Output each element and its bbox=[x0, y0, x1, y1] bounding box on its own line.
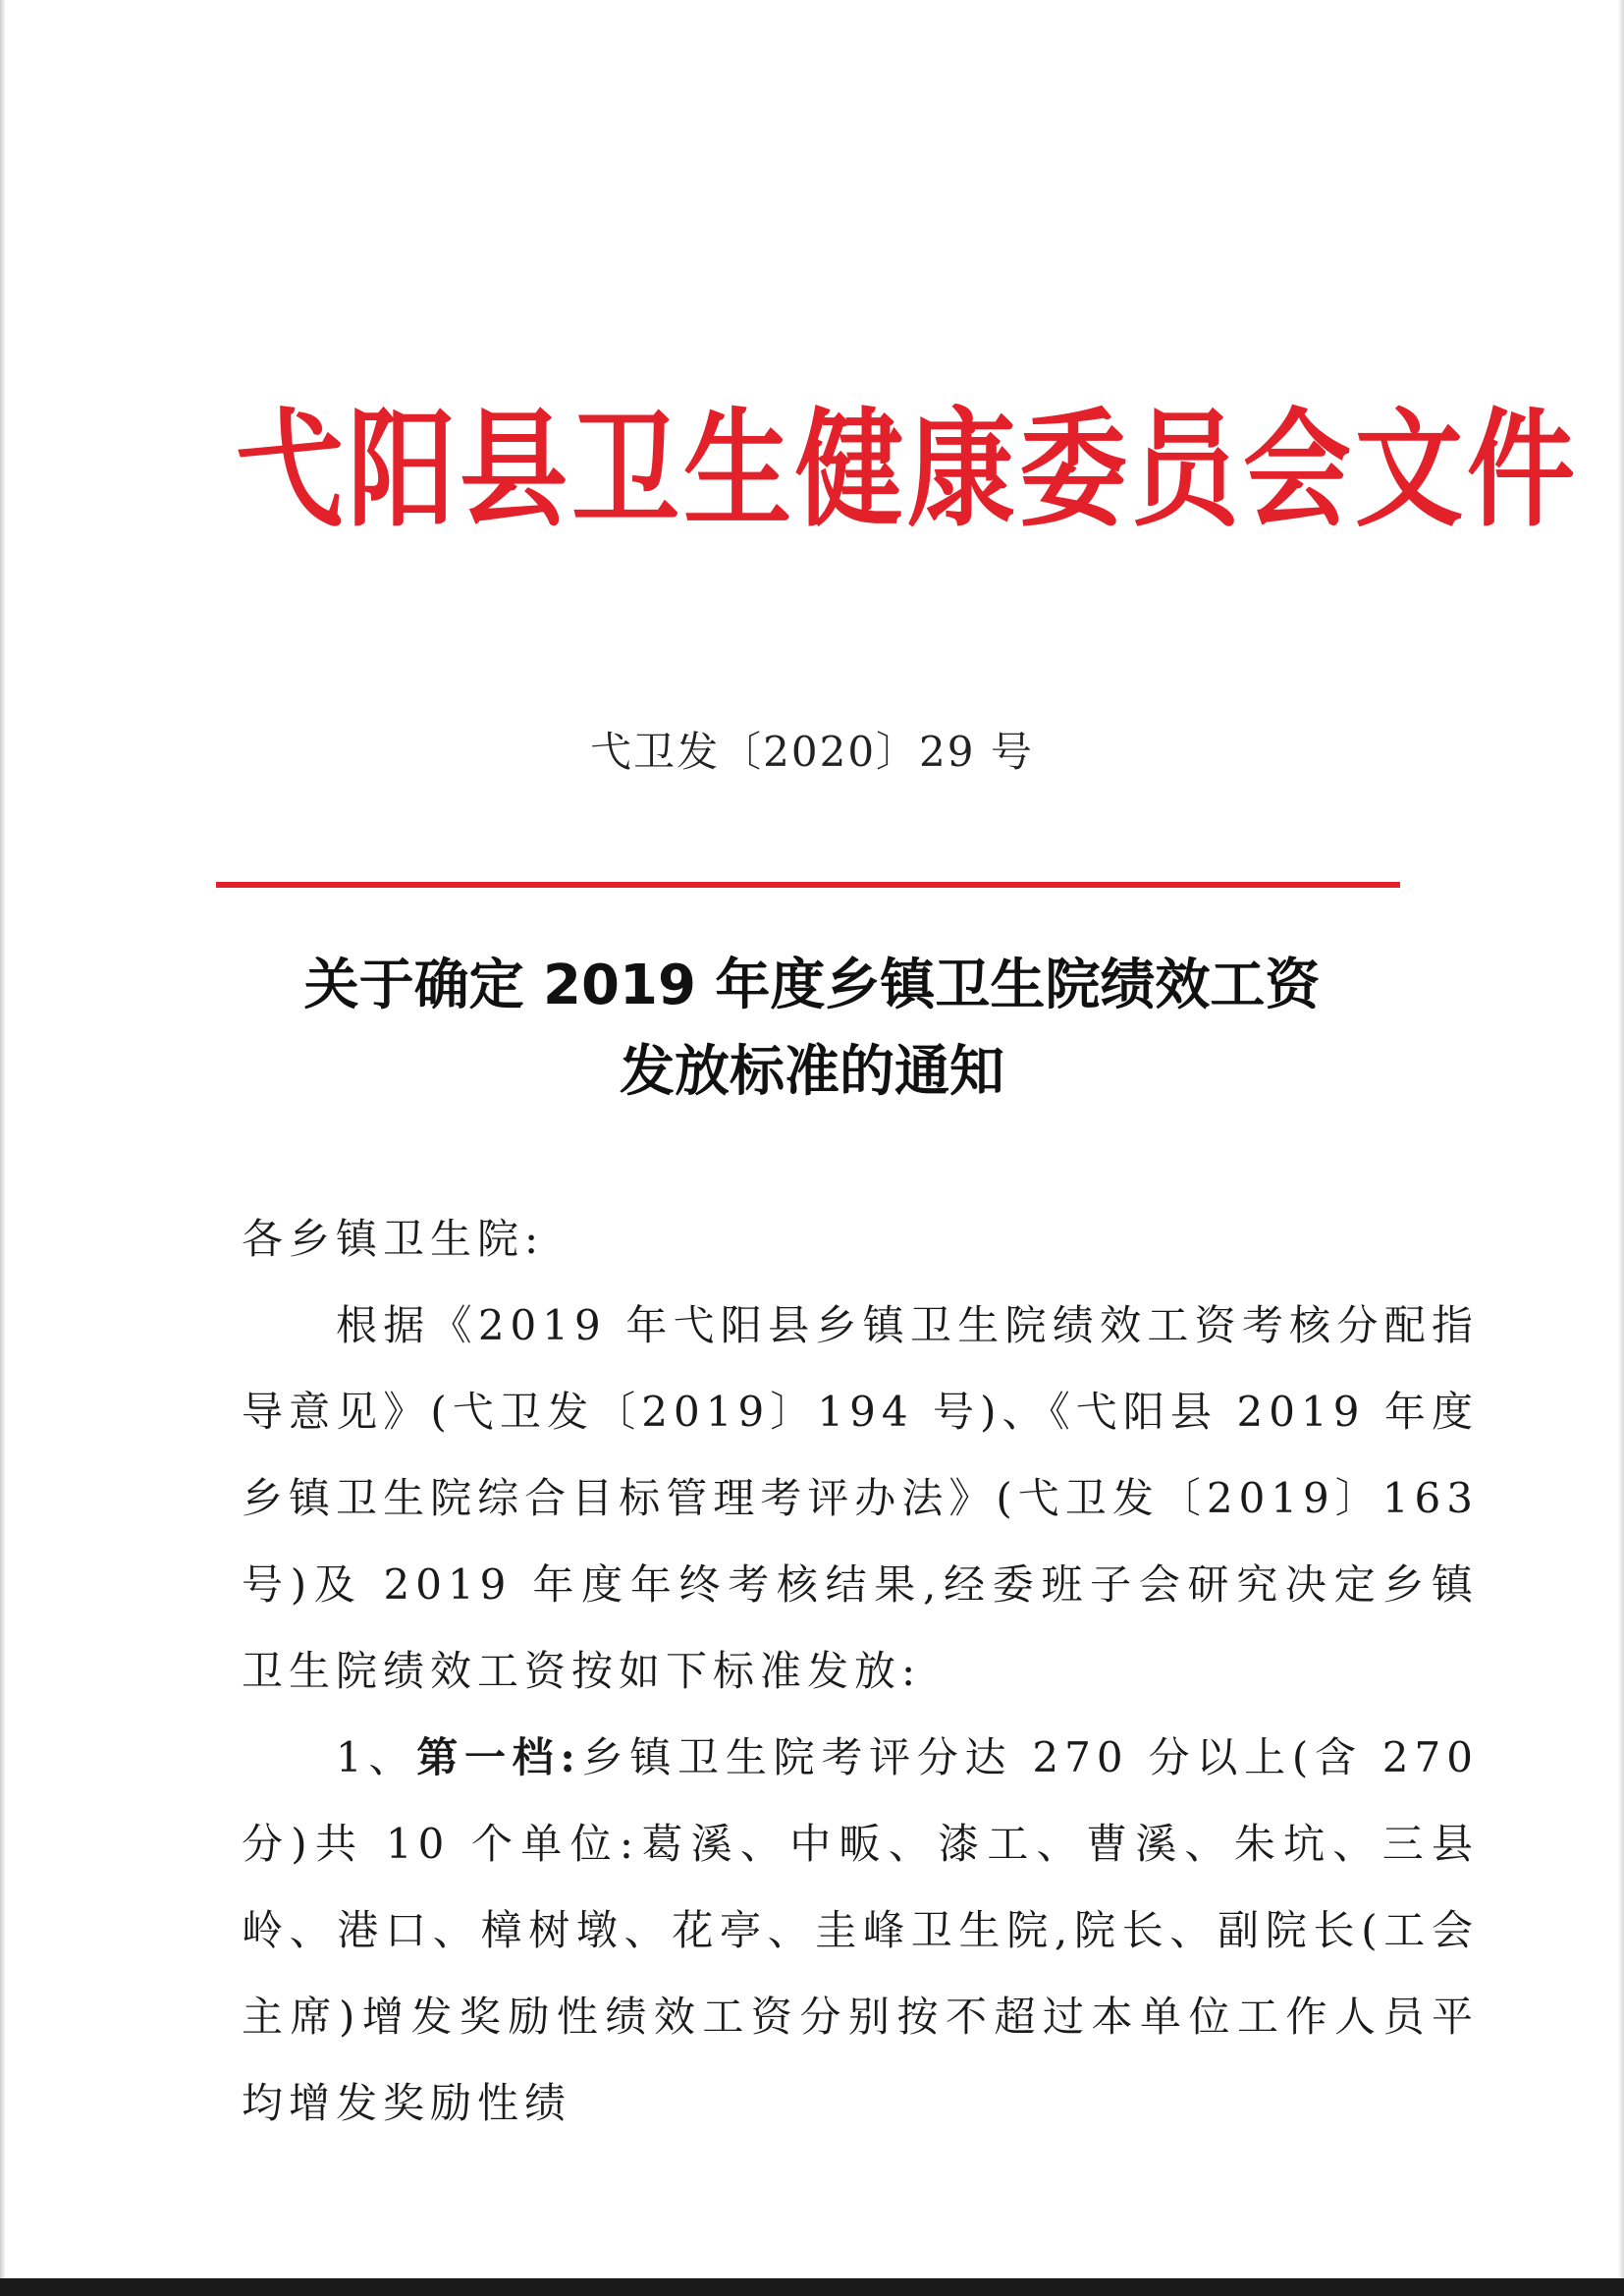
salutation: 各乡镇卫生院: bbox=[242, 1215, 545, 1263]
item-1-text: 乡镇卫生院考评分达 270 分以上(含 270 分)共 10 个单位:葛溪、中畈、漆工、曹溪、朱坑、三县岭、港口、樟树墩、花亭、圭峰卫生院,院长、副院长(工会主席)增发奖励性绩效工资分别按不超过本单位工作人员平均增发奖励性绩 bbox=[242, 1733, 1479, 2127]
red-separator-line bbox=[216, 882, 1400, 888]
item-1-prefix: 1、 bbox=[336, 1733, 417, 1781]
document-masthead: 弋阳县卫生健康委员会文件 bbox=[236, 395, 1579, 545]
document-number: 弋卫发〔2020〕29 号 bbox=[590, 728, 1034, 776]
title-line-2: 发放标准的通知 bbox=[620, 1040, 1004, 1104]
document-title bbox=[0, 943, 1624, 1116]
scan-edge-left bbox=[0, 0, 6, 2296]
item-1 bbox=[242, 1715, 1479, 2147]
title-line-1: 关于确定 2019 年度乡镇卫生院绩效工资 bbox=[303, 954, 1321, 1017]
paragraph-1: 根据《2019 年弋阳县乡镇卫生院绩效工资考核分配指导意见》(弋卫发〔2019〕194 号)、《弋阳县 2019 年度乡镇卫生院综合目标管理考评办法》(弋卫发〔2019〕163 号)及 2019 年度年终考核结果,经委班子会研究决定乡镇卫生院绩效工资按如下标准发放: bbox=[242, 1301, 1479, 1695]
scan-edge-right bbox=[1618, 0, 1624, 2296]
scan-edge-bottom bbox=[0, 2278, 1624, 2296]
document-body bbox=[242, 1196, 1479, 2147]
item-1-heading: 第一档: bbox=[416, 1733, 581, 1781]
